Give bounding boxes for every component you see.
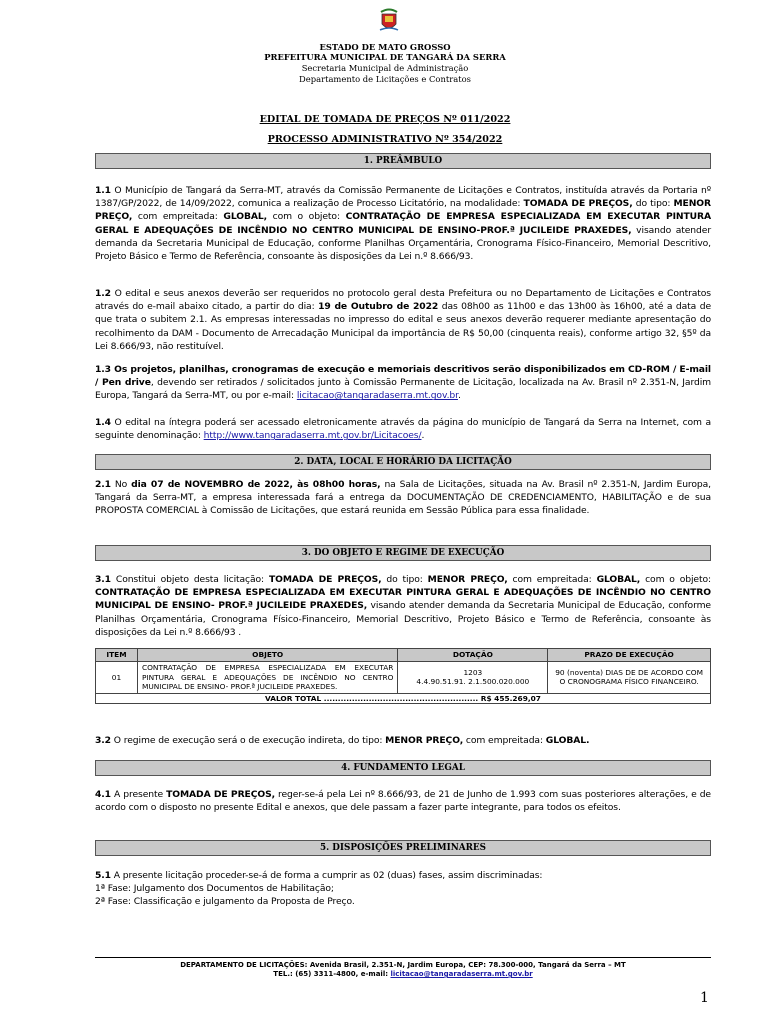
text: reger-se-á pela Lei nº 8.666/93, de 21 de Junho de 1.993 com suas posteriores alterações, e de acordo com o disposto no presente Edital e anexos, que dele passam a fazer parte integrante, para todos os efeitos. (95, 789, 711, 814)
total-value: R$ 455.269,07 (480, 693, 541, 703)
website-link[interactable]: http://www.tangaradaserra.mt.gov.br/Licitacoes/ (203, 430, 422, 442)
bold-text: TOMADA DE PREÇOS, (268, 574, 382, 585)
text: A presente (110, 789, 167, 800)
text: O edital e seus anexos deverão ser requeridos no protocolo geral desta Prefeitura ou no Departamento de Licitações e Contratos através do e-mail abaixo citado, a partir do dia: (95, 288, 711, 313)
bold-text: CONTRATAÇÃO DE EMPRESA ESPECIALIZADA EM EXECUTAR PINTURA GERAL E ADEQUAÇÕES DE INCÊNDIO NO CENTRO MUNICIPAL DE ENSINO- PROF.ª JUCILEIDE PRAXEDES, (95, 587, 711, 612)
table-cell-item: 01 (96, 662, 138, 694)
text: . (421, 430, 425, 442)
bold-text: Os projetos, planilhas, cronogramas de execução e memoriais descritivos serão disponibilizados em CD-ROM / E-mail / Pen drive (95, 364, 711, 389)
text: Constitui objeto desta licitação: (110, 574, 269, 585)
text: do tipo: (632, 198, 674, 210)
page-number: 1 (700, 990, 709, 1006)
list-item: 2ª Fase: Classificação e julgamento da Proposta de Preço. (95, 896, 355, 908)
edital-title: EDITAL DE TOMADA DE PREÇOS Nº 011/2022 (259, 114, 511, 125)
clause-number: 1.2 (95, 288, 111, 299)
footer-email-link[interactable]: licitacao@tangaradaserra.mt.gov.br (390, 970, 533, 978)
header-secretariat: Secretaria Municipal de Administração (301, 63, 469, 73)
footer-phone: TEL.: (65) 3311-4800, e-mail: (273, 970, 391, 978)
clause-number: 1.1 (95, 185, 111, 196)
dotacao-line-1: 1203 (463, 667, 483, 677)
header-prefecture: PREFEITURA MUNICIPAL DE TANGARÁ DA SERRA (264, 52, 506, 62)
paragraph-3-2 (95, 734, 711, 747)
text: O edital na íntegra poderá ser acessado eletronicamente através da página do município de Tangará da Serra na Internet, com a seguinte denominação: (95, 417, 711, 442)
section-header-preambulo: 1. PREÂMBULO (95, 153, 711, 169)
email-link[interactable]: licitacao@tangaradaserra.mt.gov.br (296, 390, 458, 402)
text: visando atender demanda da Secretaria Municipal de Educação, conforme Planilhas Orçamentária, Cronograma Físico-Financeiro, Memorial Descritivo, Projeto Básico e Termo de Referência, consoante às disposições da Lei n.º 8.666/93. (95, 224, 711, 263)
text: das 08h00 as 11h00 e das 13h00 às 16h00, até a data de que trata o subitem 2.1. As empresas interessadas no impresso do edital e seus anexos deverão requerer mediante apresentação do recolhimento da DAM - Documento de Arrecadação Municipal da importância de R$ 50,00 (cinquenta reais), conforme artigo 32, §5º da Lei 8.666/93, não restituível. (95, 301, 711, 352)
bold-text: MENOR PREÇO, (427, 574, 508, 585)
object-table (95, 648, 711, 704)
table-total-row (96, 693, 711, 704)
text: No (110, 479, 132, 490)
text: O regime de execução será o de execução indireta, do tipo: (110, 735, 386, 746)
section-header-fundamento-legal: 4. FUNDAMENTO LEGAL (95, 760, 711, 776)
dotacao-line-2: 4.4.90.51.91. 2.1.500.020.000 (416, 677, 530, 687)
text: , devendo ser retirados / solicitados junto à Comissão Permanente de Licitação, localizada na Av. Brasil nº 2.351-N, Jardim Europa, Tangará da Serra-MT, ou por e-mail: (95, 377, 711, 402)
footer-divider (95, 957, 711, 958)
bold-text: MENOR PREÇO, (95, 198, 711, 223)
clause-number: 3.1 (95, 574, 111, 585)
clause-number: 2.1 (95, 479, 111, 490)
text: na Sala de Licitações, situada na Av. Brasil nº 2.351-N, Jardim Europa, Tangará da Serra-MT, a empresa interessada fará a entrega da DOCUMENTAÇÃO DE CREDENCIAMENTO, HABILITAÇÃO e de sua PROPOSTA COMERCIAL à Comissão de Licitações, que estará reunida em Sessão Pública para essa finalidade. (95, 479, 712, 517)
bold-text: dia 07 de NOVEMBRO de 2022, às 08h00 horas, (131, 479, 381, 490)
text: com empreitada: (463, 735, 546, 746)
table-header: PRAZO DE EXECUÇÃO (548, 649, 711, 662)
list-item: 1ª Fase: Julgamento dos Documentos de Habilitação; (95, 883, 334, 895)
table-header: ITEM (96, 649, 138, 662)
clause-number: 5.1 (95, 870, 111, 881)
paragraph-1-3 (95, 363, 711, 403)
paragraph-3-1 (95, 573, 711, 639)
bold-text: TOMADA DE PREÇOS, (166, 789, 275, 800)
processo-title: PROCESSO ADMINISTRATIVO Nº 354/2022 (267, 134, 503, 145)
text: com empreitada: (507, 574, 597, 585)
section-header-objeto: 3. DO OBJETO E REGIME DE EXECUÇÃO (95, 545, 711, 561)
paragraph-5-1 (95, 869, 711, 909)
paragraph-1-2 (95, 287, 711, 353)
bold-text: GLOBAL, (596, 574, 641, 585)
table-header: OBJETO (137, 649, 398, 662)
municipal-coat-of-arms-icon (378, 6, 400, 36)
text: do tipo: (381, 574, 428, 585)
table-row (96, 662, 711, 694)
text: . (457, 390, 461, 402)
text: com o objeto: (640, 574, 711, 585)
clause-number: 4.1 (95, 789, 111, 800)
footer-address: DEPARTAMENTO DE LICITAÇÕES: Avenida Brasil, 2.351-N, Jardim Europa, CEP: 78.300-000, Tangará da Serra – MT (180, 961, 626, 969)
text: A presente licitação proceder-se-á de forma a cumprir as 02 (duas) fases, assim discriminadas: (110, 870, 543, 881)
bold-text: CONTRATAÇÃO DE EMPRESA ESPECIALIZADA EM EXECUTAR PINTURA GERAL E ADEQUAÇÕES DE INCÊNDIO NO CENTRO MUNICIPAL DE ENSINO-PROF.ª JUCILEIDE PRAXEDES, (95, 211, 711, 236)
text: visando atender demanda da Secretaria Municipal de Educação, conforme Planilhas Orçamentária, Cronograma Físico-Financeiro, Memorial Descritivo, Projeto Básico e Termo de Referência, consoante às disposições da Lei n.º 8.666/93 . (95, 600, 711, 638)
section-header-data-local: 2. DATA, LOCAL E HORÁRIO DA LICITAÇÃO (95, 454, 711, 470)
table-header-row (96, 649, 711, 662)
paragraph-2-1 (95, 478, 711, 518)
clause-number: 3.2 (95, 735, 111, 746)
bold-text: MENOR PREÇO, (385, 735, 464, 746)
table-cell-prazo: 90 (noventa) DIAS DE DE ACORDO COM O CRONOGRAMA FÍSICO FINANCEIRO. (548, 662, 711, 694)
paragraph-1-4 (95, 416, 711, 442)
paragraph-1-1 (95, 184, 711, 263)
table-cell-dotacao (398, 662, 548, 694)
table-total-cell (96, 693, 711, 704)
section-header-disposicoes: 5. DISPOSIÇÕES PRELIMINARES (95, 840, 711, 856)
clause-number: 1.3 (95, 364, 111, 375)
text: O Município de Tangará da Serra-MT, através da Comissão Permanente de Licitações e Contratos, instituída através da Portaria nº 1387/GP/2022, de 14/09/2022, comunica a realização de Processo Licitatório, na modalidade: (95, 185, 711, 210)
header-state: ESTADO DE MATO GROSSO (319, 42, 451, 52)
text: com empreitada: (132, 211, 224, 223)
bold-text: GLOBAL, (223, 211, 268, 223)
table-cell-objeto: CONTRATAÇÃO DE EMPRESA ESPECIALIZADA EM EXECUTAR PINTURA GERAL E ADEQUAÇÕES DE INCÊNDIO NO CENTRO MUNICIPAL DE ENSINO- PROF.ª JUCILEIDE PRAXEDES. (137, 662, 398, 694)
bold-text: GLOBAL. (545, 735, 590, 746)
header-department: Departamento de Licitações e Contratos (299, 74, 471, 84)
clause-number: 1.4 (95, 417, 111, 428)
bold-text: 19 de Outubro de 2022 (318, 301, 439, 313)
total-label: VALOR TOTAL ....................................................... (265, 693, 481, 703)
table-header: DOTAÇÃO (398, 649, 548, 662)
paragraph-4-1 (95, 788, 711, 814)
bold-text: TOMADA DE PREÇOS, (523, 198, 633, 210)
text: com o objeto: (267, 211, 346, 223)
footer-contact (95, 970, 711, 980)
